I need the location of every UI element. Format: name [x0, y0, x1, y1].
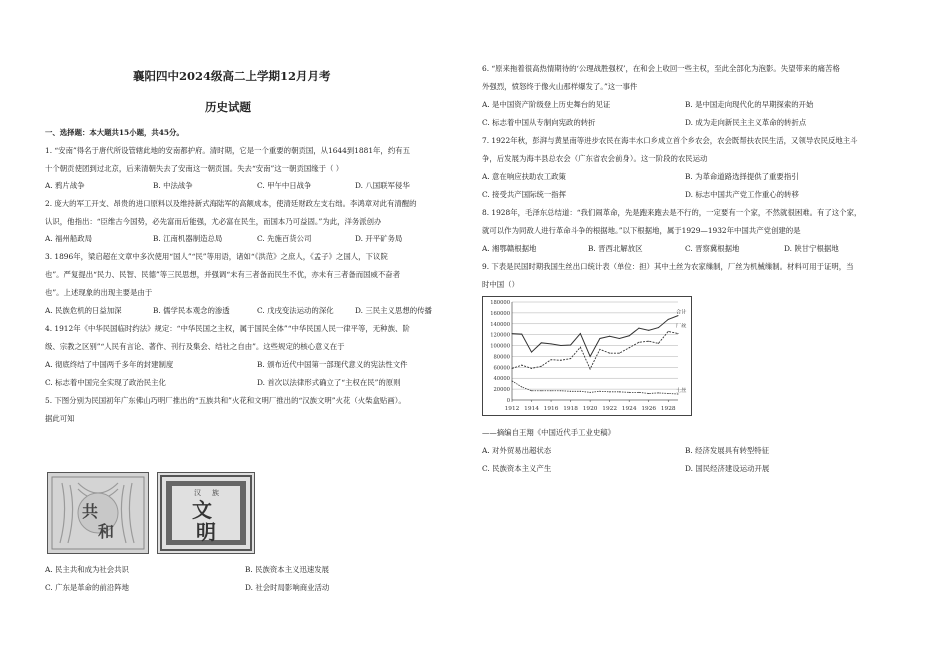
series-label: 厂丝	[676, 323, 687, 330]
series-label: 合计	[676, 309, 687, 316]
question-text: 时中国（）	[482, 280, 519, 289]
option-d[interactable]: D. 标志中国共产党工作重心的转移	[685, 190, 799, 199]
option-c[interactable]: C. 广东是革命的前沿阵地	[45, 583, 129, 592]
option-b[interactable]: B. 江南机器制造总局	[153, 234, 223, 243]
option-b[interactable]: B. 是中国走向现代化的早期探索的开始	[685, 100, 814, 109]
option-b[interactable]: B. 儒学民本观念的渗透	[153, 306, 230, 315]
y-tick-label: 20000	[493, 387, 510, 394]
x-tick-label: 1922	[602, 406, 618, 412]
option-b[interactable]: B. 颁布近代中国第一部现代意义的宪法性文件	[257, 360, 408, 369]
series-point	[560, 390, 561, 391]
series-point	[560, 360, 561, 361]
option-d[interactable]: D. 开平矿务局	[355, 234, 403, 243]
series-point	[521, 365, 522, 366]
question-text: 争，后发展为海丰县总农会（广东省农会前身）。这一阶段的农民运动	[482, 154, 708, 163]
question-text: 十个朝贡使团到过北京，后来清朝失去了安南这一朝贡国。失去“安南”这一朝贡国缘于（ ）	[45, 164, 344, 173]
series-point	[580, 391, 581, 392]
question-text: 9. 下表是民国时期我国生丝出口统计表（单位：担）其中土丝为农家缫制，厂丝为机械缫制。材料可用于证明，当	[482, 262, 854, 271]
question-text: 8. 1928年，毛泽东总结道：“我们闹革命，先是跑来跑去是不行的，一定要有一个家，不然就很困难。有了这个家，	[482, 208, 862, 217]
silk-export-chart	[482, 296, 692, 416]
y-tick-label: 120000	[490, 332, 510, 339]
section-heading: 一、选择题：本大题共15小题，共45分。	[45, 128, 184, 137]
series-label: 土丝	[676, 388, 687, 395]
option-c[interactable]: C. 民族资本主义产生	[482, 464, 552, 473]
question-text: 7. 1922年秋，彭湃与黄星南等进步农民在海丰水口乡成立首个乡农会，农会既帮扶农民生活，又领导农民反地主斗	[482, 136, 858, 145]
option-b[interactable]: B. 晋西北解放区	[588, 244, 643, 253]
option-a[interactable]: A. 彻底终结了中国两千多年的封建制度	[45, 360, 174, 369]
matchbox-char: 和	[98, 522, 115, 541]
option-a[interactable]: A. 福州船政局	[45, 234, 92, 243]
question-text: 2. 庞大的军工开支、昂贵的进口原料以及维持新式海陆军的高额成本，使清廷财政左支右绌。李鸿章对此有清醒的	[45, 199, 417, 208]
series-point	[590, 356, 591, 357]
question-text: 也”。严复提出“民力、民智、民德”等三民思想，并强调“未有三者备而民生不优，亦未有三者备而国威不奋者	[45, 270, 401, 279]
series-point	[531, 368, 532, 369]
option-d[interactable]: D. 首次以法律形式确立了“主权在民”的原则	[257, 378, 401, 387]
option-d[interactable]: D. 陕甘宁根据地	[784, 244, 839, 253]
series-point	[551, 343, 552, 344]
series-point	[599, 391, 600, 392]
y-tick-label: 40000	[493, 376, 510, 383]
series-point	[512, 380, 513, 381]
question-text: 据此可知	[45, 414, 75, 423]
matchbox-char: 汉	[194, 489, 201, 497]
series-point	[609, 336, 610, 337]
series-point	[638, 328, 639, 329]
option-b[interactable]: B. 中法战争	[153, 181, 193, 190]
series-point	[668, 331, 669, 332]
question-text: 认识，他指出：“臣维古今国势，必先富而后能强，尤必富在民生，而国本乃可益固。”为此，洋务派创办	[45, 217, 382, 226]
series-point	[599, 338, 600, 339]
series-point	[609, 391, 610, 392]
matchbox-label-gonghe-image	[47, 472, 149, 554]
question-text: 4. 1912年《中华民国临时约法》规定：“中华民国之主权，属于国民全体”“中华民国人民一律平等，无种族、阶	[45, 324, 410, 333]
series-point	[512, 333, 513, 334]
option-c[interactable]: C. 戊戌变法运动的深化	[257, 306, 334, 315]
option-a[interactable]: A. 湘鄂赣根据地	[482, 244, 537, 253]
question-text: 也”。上述现象的出现主要是由于	[45, 288, 153, 297]
series-point	[619, 391, 620, 392]
series-point	[560, 345, 561, 346]
matchbox-wenming-illustration	[158, 473, 254, 553]
series-point	[678, 333, 679, 334]
option-d[interactable]: D. 成为走向新民主主义革命的转折点	[685, 118, 807, 127]
option-d[interactable]: D. 八国联军侵华	[355, 181, 410, 190]
series-point	[531, 352, 532, 353]
series-point	[638, 342, 639, 343]
x-tick-label: 1928	[660, 406, 676, 412]
x-tick-label: 1924	[621, 406, 637, 412]
x-tick-label: 1912	[504, 406, 520, 412]
series-point	[629, 347, 630, 348]
series-point	[521, 334, 522, 335]
matchbox-char: 明	[196, 520, 216, 544]
series-point	[648, 341, 649, 342]
option-d[interactable]: D. 社会时局影响商业活动	[245, 583, 330, 592]
option-b[interactable]: B. 民族资本主义迅速发展	[245, 565, 330, 574]
chart-frame	[483, 297, 692, 416]
option-a[interactable]: A. 对外贸易出超状态	[482, 446, 552, 455]
series-point	[648, 393, 649, 394]
x-tick-label: 1918	[563, 406, 578, 412]
series-point	[619, 353, 620, 354]
matchbox-char: 共	[82, 502, 99, 521]
y-tick-label: 180000	[490, 300, 510, 306]
question-text: 5. 下图分别为民国初年广东佛山巧明厂推出的“五族共和”火花和文明厂推出的“汉族文明”火花（火柴盒贴画）。	[45, 396, 406, 405]
chart-source: ——摘编自王翔《中国近代手工业史稿》	[482, 428, 616, 437]
x-tick-label: 1926	[641, 406, 657, 412]
option-d[interactable]: D. 三民主义思想的传播	[355, 306, 432, 315]
series-point	[512, 368, 513, 369]
series-point	[521, 386, 522, 387]
series-point	[580, 333, 581, 334]
option-c[interactable]: C. 接受共产国际统一指挥	[482, 190, 566, 199]
question-text: 1. “安南”得名于唐代所设管辖此地的安南都护府。清时期，它是一个重要的朝贡国，从1644到1881年，约有五	[45, 146, 410, 155]
matchbox-label-wenming-image	[157, 472, 255, 554]
series-point	[629, 335, 630, 336]
option-c[interactable]: C. 标志着中国从专制向宪政的转折	[482, 118, 596, 127]
question-text: 级、宗教之区别”“人民有言论、著作、刊行及集会、结社之自由”。这些规定的核心意义在于	[45, 342, 345, 351]
series-point	[570, 345, 571, 346]
series-point	[619, 338, 620, 339]
series-point	[599, 349, 600, 350]
option-a[interactable]: A. 鸦片战争	[45, 181, 85, 190]
matchbox-gonghe-illustration	[48, 473, 148, 553]
series-point	[570, 358, 571, 359]
y-tick-label: 0	[506, 398, 510, 404]
series-point	[551, 359, 552, 360]
series-point	[658, 392, 659, 393]
y-tick-label: 60000	[493, 365, 510, 372]
series-point	[590, 368, 591, 369]
option-c[interactable]: C. 晋察冀根据地	[685, 244, 740, 253]
option-d[interactable]: D. 国民经济建设运动开展	[685, 464, 770, 473]
series-point	[541, 342, 542, 343]
option-a[interactable]: A. 民主共和成为社会共识	[45, 565, 129, 574]
series-point	[590, 392, 591, 393]
matchbox-char: 文	[192, 498, 212, 522]
series-point	[609, 353, 610, 354]
series-point	[638, 392, 639, 393]
series-point	[648, 330, 649, 331]
y-tick-label: 160000	[490, 310, 510, 317]
question-text: 3. 1896年，梁启超在文章中多次使用“国人”“民”等用语，诸如“《洪范》之庶人，《孟子》之国人，下议院	[45, 252, 388, 261]
series-point	[541, 366, 542, 367]
x-tick-label: 1916	[543, 406, 559, 412]
paper-subtitle: 历史试题	[205, 100, 251, 114]
series-point	[668, 319, 669, 320]
paper-title: 襄阳四中2024级高二上学期12月月考	[133, 69, 331, 83]
option-c[interactable]: C. 先施百货公司	[257, 234, 312, 243]
y-tick-label: 80000	[493, 354, 510, 361]
series-point	[658, 327, 659, 328]
question-text: 6. “原来拖着很高热情期待的‘公理战胜强权’，在和会上收回一些主权，至此全部化为泡影。失望带来的痛苦格	[482, 64, 840, 73]
option-a[interactable]: A. 意在响应扶助农工政策	[482, 172, 566, 181]
y-tick-label: 100000	[490, 343, 510, 350]
series-point	[629, 392, 630, 393]
question-text: 就可以作为同敌人进行革命斗争的根据地。”以下根据地，属于1929—1932年中国共产党创建的是	[482, 226, 801, 235]
option-a[interactable]: A. 民族危机的日益加深	[45, 306, 122, 315]
series-point	[580, 347, 581, 348]
option-c[interactable]: C. 甲午中日战争	[257, 181, 312, 190]
series-point	[531, 390, 532, 391]
series-point	[668, 393, 669, 394]
matchbox-char: 族	[212, 489, 219, 497]
series-point	[551, 390, 552, 391]
option-b[interactable]: B. 为革命道路选择提供了重要指引	[685, 172, 799, 181]
series-point	[658, 343, 659, 344]
x-tick-label: 1914	[524, 406, 539, 412]
option-c[interactable]: C. 标志着中国完全实现了政治民主化	[45, 378, 166, 387]
x-tick-label: 1920	[582, 406, 598, 412]
option-a[interactable]: A. 是中国资产阶级登上历史舞台的见证	[482, 100, 611, 109]
option-b[interactable]: B. 经济发展具有转型特征	[685, 446, 770, 455]
series-point	[570, 391, 571, 392]
y-tick-label: 140000	[490, 321, 510, 328]
question-text: 外强烈，愤怒终于像火山那样爆发了。”这一事件	[482, 82, 638, 91]
series-point	[541, 390, 542, 391]
